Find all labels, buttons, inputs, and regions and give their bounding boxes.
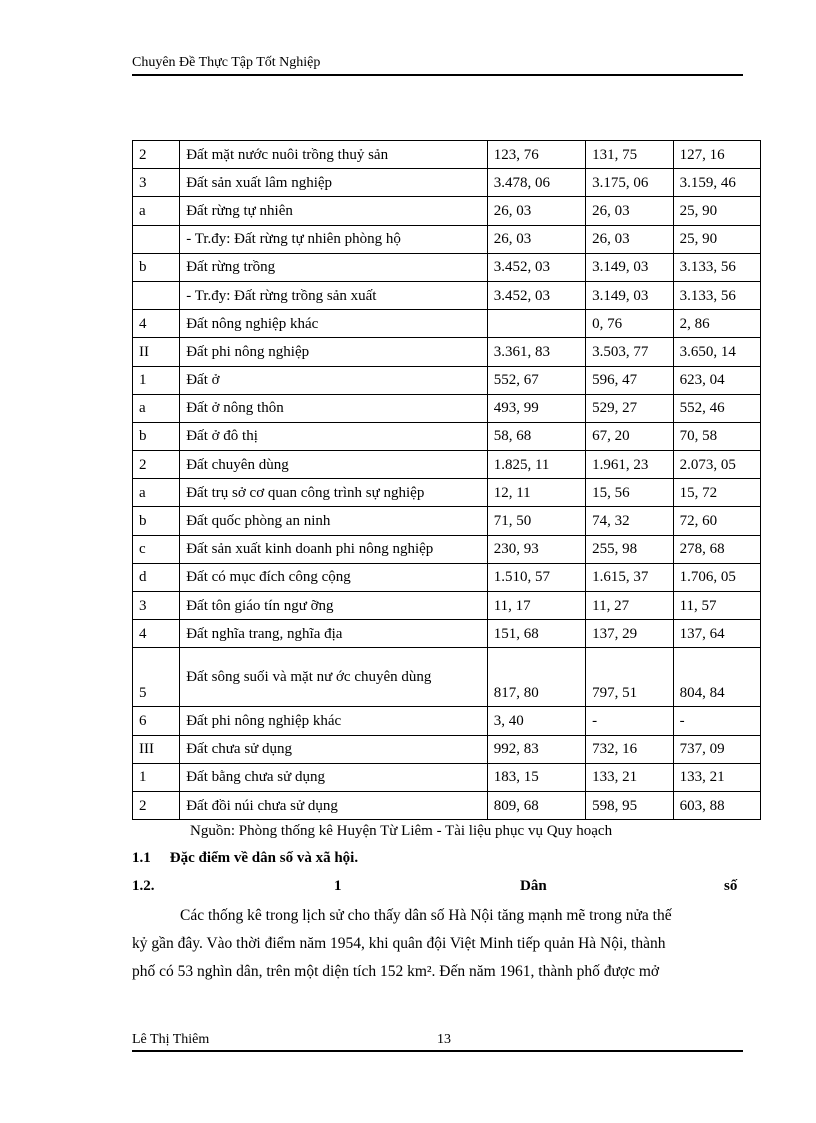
value-cell: 11, 17 bbox=[487, 592, 585, 620]
table-row bbox=[133, 620, 761, 648]
table-row bbox=[133, 310, 761, 338]
page-header bbox=[132, 52, 743, 76]
value-cell: 529, 27 bbox=[586, 394, 673, 422]
value-cell: 2.073, 05 bbox=[673, 451, 760, 479]
land-type-cell: Đất sản xuất lâm nghiệp bbox=[180, 169, 487, 197]
value-cell: 3.133, 56 bbox=[673, 253, 760, 281]
value-cell: 817, 80 bbox=[487, 648, 585, 707]
land-type-cell: Đất ở bbox=[180, 366, 487, 394]
value-cell: 183, 15 bbox=[487, 763, 585, 791]
value-cell: 15, 72 bbox=[673, 479, 760, 507]
land-type-cell: Đất sản xuất kinh doanh phi nông nghiệp bbox=[180, 535, 487, 563]
table-row bbox=[133, 197, 761, 225]
value-cell: 3.478, 06 bbox=[487, 169, 585, 197]
paragraph-line: phố có 53 nghìn dân, trên một diện tích 152 km². Đến năm 1961, thành phố được mở bbox=[132, 963, 660, 980]
value-cell: 58, 68 bbox=[487, 422, 585, 450]
land-type-cell: Đất rừng tự nhiên bbox=[180, 197, 487, 225]
table-row bbox=[133, 563, 761, 591]
value-cell: - bbox=[586, 707, 673, 735]
value-cell: 3.361, 83 bbox=[487, 338, 585, 366]
value-cell: 151, 68 bbox=[487, 620, 585, 648]
value-cell: 3.133, 56 bbox=[673, 281, 760, 309]
value-cell: 11, 27 bbox=[586, 592, 673, 620]
value-cell: 230, 93 bbox=[487, 535, 585, 563]
land-type-cell: - Tr.đy: Đất rừng tự nhiên phòng hộ bbox=[180, 225, 487, 253]
value-cell: 3.650, 14 bbox=[673, 338, 760, 366]
land-type-cell: Đất nghĩa trang, nghĩa địa bbox=[180, 620, 487, 648]
table-row bbox=[133, 338, 761, 366]
row-number-cell: b bbox=[133, 507, 180, 535]
value-cell: 3.452, 03 bbox=[487, 253, 585, 281]
land-type-cell: Đất bằng chưa sử dụng bbox=[180, 763, 487, 791]
row-number-cell: 2 bbox=[133, 791, 180, 819]
value-cell: 598, 95 bbox=[586, 791, 673, 819]
section-title-word: số bbox=[724, 878, 738, 894]
section-number: 1.1 bbox=[132, 850, 151, 866]
land-type-cell: Đất ở nông thôn bbox=[180, 394, 487, 422]
value-cell: 493, 99 bbox=[487, 394, 585, 422]
table-row bbox=[133, 507, 761, 535]
table-row bbox=[133, 535, 761, 563]
table-row bbox=[133, 735, 761, 763]
value-cell: 1.706, 05 bbox=[673, 563, 760, 591]
table-source-note: Nguồn: Phòng thống kê Huyện Từ Liêm - Tài liệu phục vụ Quy hoạch bbox=[190, 823, 613, 839]
land-type-cell: Đất ở đô thị bbox=[180, 422, 487, 450]
value-cell: 71, 50 bbox=[487, 507, 585, 535]
land-type-cell: Đất tôn giáo tín ngư ỡng bbox=[180, 592, 487, 620]
row-number-cell: 2 bbox=[133, 451, 180, 479]
value-cell: 3.159, 46 bbox=[673, 169, 760, 197]
value-cell: 804, 84 bbox=[673, 648, 760, 707]
paragraph-line: kỷ gần đây. Vào thời điểm năm 1954, khi quân đội Việt Minh tiếp quản Hà Nội, thành bbox=[132, 935, 666, 952]
value-cell: 623, 04 bbox=[673, 366, 760, 394]
table-row bbox=[133, 169, 761, 197]
land-type-cell: Đất mặt nước nuôi trồng thuỷ sản bbox=[180, 141, 487, 169]
table-row bbox=[133, 366, 761, 394]
value-cell: 26, 03 bbox=[487, 225, 585, 253]
row-number-cell: 6 bbox=[133, 707, 180, 735]
land-type-cell: Đất nông nghiệp khác bbox=[180, 310, 487, 338]
row-number-cell: d bbox=[133, 563, 180, 591]
row-number-cell: 4 bbox=[133, 620, 180, 648]
value-cell: 26, 03 bbox=[586, 225, 673, 253]
table-row bbox=[133, 225, 761, 253]
row-number-cell bbox=[133, 225, 180, 253]
value-cell: 2, 86 bbox=[673, 310, 760, 338]
row-number-cell: b bbox=[133, 253, 180, 281]
value-cell: 1.961, 23 bbox=[586, 451, 673, 479]
land-type-cell: Đất rừng trồng bbox=[180, 253, 487, 281]
table-row bbox=[133, 253, 761, 281]
header-title: Chuyên Đề Thực Tập Tốt Nghiệp bbox=[132, 55, 321, 70]
page-number: 13 bbox=[437, 1032, 451, 1047]
value-cell: 15, 56 bbox=[586, 479, 673, 507]
section-number-part: 1 bbox=[334, 878, 342, 894]
row-number-cell: a bbox=[133, 479, 180, 507]
body-paragraph bbox=[132, 902, 743, 986]
value-cell: 1.615, 37 bbox=[586, 563, 673, 591]
table-row bbox=[133, 451, 761, 479]
table-row bbox=[133, 592, 761, 620]
value-cell: 737, 09 bbox=[673, 735, 760, 763]
land-type-cell: - Tr.đy: Đất rừng trồng sản xuất bbox=[180, 281, 487, 309]
page-footer bbox=[132, 1030, 743, 1052]
section-heading-1-2 bbox=[132, 876, 743, 896]
table-row bbox=[133, 791, 761, 819]
row-number-cell: a bbox=[133, 197, 180, 225]
land-type-cell: Đất phi nông nghiệp bbox=[180, 338, 487, 366]
section-title: Đặc điểm về dân số và xã hội. bbox=[169, 850, 359, 866]
value-cell: 552, 46 bbox=[673, 394, 760, 422]
table-row bbox=[133, 281, 761, 309]
value-cell: 26, 03 bbox=[586, 197, 673, 225]
row-number-cell: b bbox=[133, 422, 180, 450]
value-cell: 72, 60 bbox=[673, 507, 760, 535]
table-row bbox=[133, 648, 761, 707]
value-cell: - bbox=[673, 707, 760, 735]
land-type-cell: Đất phi nông nghiệp khác bbox=[180, 707, 487, 735]
value-cell: 1.825, 11 bbox=[487, 451, 585, 479]
row-number-cell: 4 bbox=[133, 310, 180, 338]
table-row bbox=[133, 763, 761, 791]
value-cell: 732, 16 bbox=[586, 735, 673, 763]
value-cell: 255, 98 bbox=[586, 535, 673, 563]
row-number-cell: 3 bbox=[133, 169, 180, 197]
value-cell: 3.503, 77 bbox=[586, 338, 673, 366]
footer-author: Lê Thị Thiêm bbox=[132, 1032, 210, 1047]
value-cell: 127, 16 bbox=[673, 141, 760, 169]
value-cell: 596, 47 bbox=[586, 366, 673, 394]
land-type-cell: Đất chưa sử dụng bbox=[180, 735, 487, 763]
row-number-cell: III bbox=[133, 735, 180, 763]
land-type-cell: Đất có mục đích công cộng bbox=[180, 563, 487, 591]
value-cell: 137, 29 bbox=[586, 620, 673, 648]
land-type-cell: Đất chuyên dùng bbox=[180, 451, 487, 479]
value-cell: 3, 40 bbox=[487, 707, 585, 735]
row-number-cell: 1 bbox=[133, 763, 180, 791]
value-cell: 123, 76 bbox=[487, 141, 585, 169]
table-row bbox=[133, 141, 761, 169]
value-cell bbox=[487, 310, 585, 338]
table-row bbox=[133, 422, 761, 450]
value-cell: 70, 58 bbox=[673, 422, 760, 450]
value-cell: 797, 51 bbox=[586, 648, 673, 707]
value-cell: 3.149, 03 bbox=[586, 253, 673, 281]
land-use-table bbox=[132, 140, 761, 820]
value-cell: 74, 32 bbox=[586, 507, 673, 535]
value-cell: 552, 67 bbox=[487, 366, 585, 394]
section-title-word: Dân bbox=[520, 878, 547, 894]
value-cell: 992, 83 bbox=[487, 735, 585, 763]
row-number-cell: c bbox=[133, 535, 180, 563]
table-row bbox=[133, 479, 761, 507]
table-row bbox=[133, 394, 761, 422]
row-number-cell: a bbox=[133, 394, 180, 422]
row-number-cell: 2 bbox=[133, 141, 180, 169]
value-cell: 603, 88 bbox=[673, 791, 760, 819]
land-type-cell: Đất sông suối và mặt nư ớc chuyên dùng bbox=[180, 648, 487, 707]
land-type-cell: Đất đồi núi chưa sử dụng bbox=[180, 791, 487, 819]
section-heading-1-1 bbox=[132, 848, 358, 868]
value-cell: 25, 90 bbox=[673, 225, 760, 253]
row-number-cell: 5 bbox=[133, 648, 180, 707]
value-cell: 3.452, 03 bbox=[487, 281, 585, 309]
value-cell: 26, 03 bbox=[487, 197, 585, 225]
row-number-cell: II bbox=[133, 338, 180, 366]
paragraph-line: Các thống kê trong lịch sử cho thấy dân số Hà Nội tăng mạnh mẽ trong nửa thế bbox=[180, 907, 672, 924]
value-cell: 133, 21 bbox=[586, 763, 673, 791]
value-cell: 3.149, 03 bbox=[586, 281, 673, 309]
land-type-cell: Đất trụ sở cơ quan công trình sự nghiệp bbox=[180, 479, 487, 507]
table-row bbox=[133, 707, 761, 735]
value-cell: 3.175, 06 bbox=[586, 169, 673, 197]
section-number: 1.2. bbox=[132, 878, 155, 894]
value-cell: 809, 68 bbox=[487, 791, 585, 819]
value-cell: 0, 76 bbox=[586, 310, 673, 338]
row-number-cell: 1 bbox=[133, 366, 180, 394]
value-cell: 12, 11 bbox=[487, 479, 585, 507]
value-cell: 278, 68 bbox=[673, 535, 760, 563]
value-cell: 11, 57 bbox=[673, 592, 760, 620]
value-cell: 67, 20 bbox=[586, 422, 673, 450]
value-cell: 25, 90 bbox=[673, 197, 760, 225]
row-number-cell bbox=[133, 281, 180, 309]
value-cell: 131, 75 bbox=[586, 141, 673, 169]
value-cell: 133, 21 bbox=[673, 763, 760, 791]
row-number-cell: 3 bbox=[133, 592, 180, 620]
value-cell: 1.510, 57 bbox=[487, 563, 585, 591]
value-cell: 137, 64 bbox=[673, 620, 760, 648]
land-type-cell: Đất quốc phòng an ninh bbox=[180, 507, 487, 535]
